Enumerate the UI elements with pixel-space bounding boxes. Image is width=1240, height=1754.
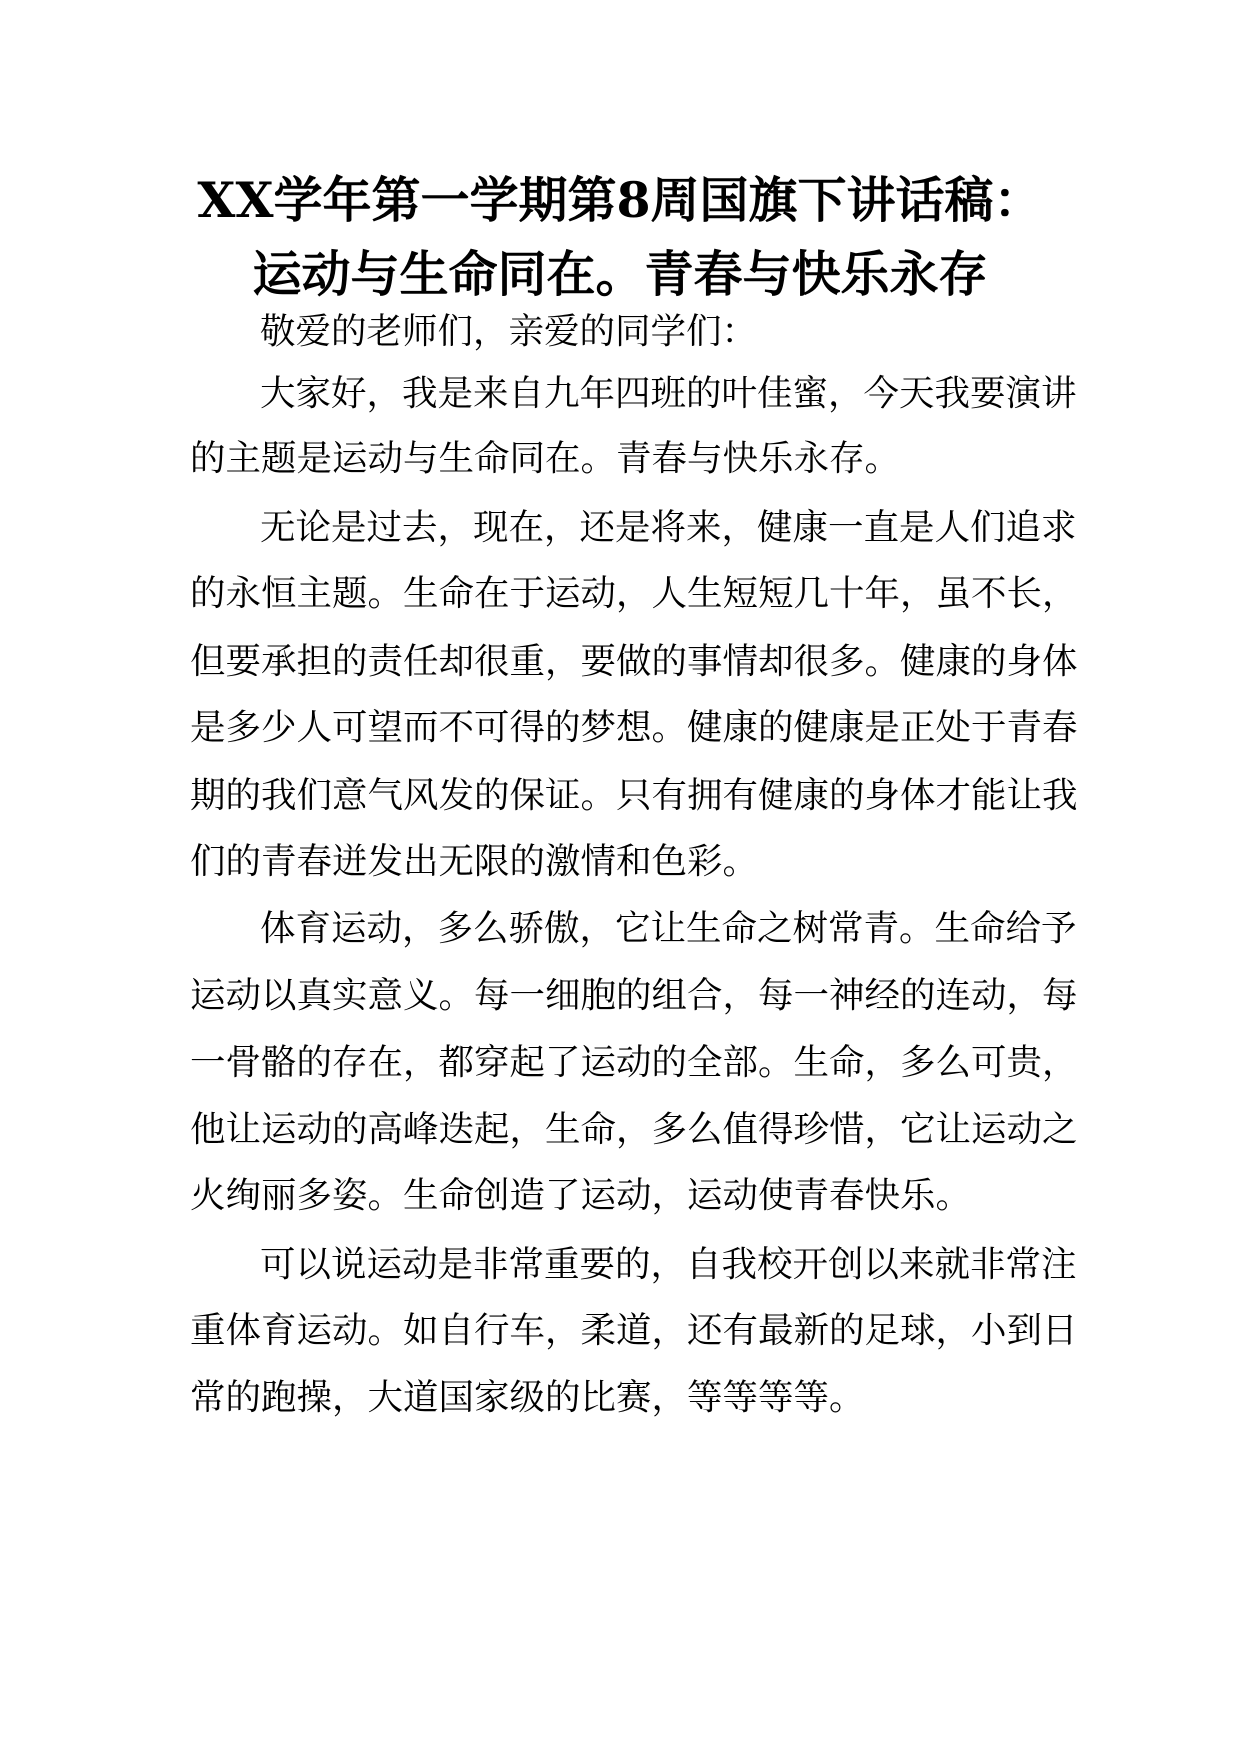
salutation: 敬爱的老师们，亲爱的同学们： (260, 311, 758, 352)
paragraph-2-line-2: 的永恒主题。生命在于运动，人生短短几十年，虽不长， (190, 573, 1078, 614)
paragraph-2-line-5: 期的我们意气风发的保证。只有拥有健康的身体才能让我 (190, 775, 1078, 816)
paragraph-4-line-1: 可以说运动是非常重要的，自我校开创以来就非常注 (260, 1244, 1077, 1285)
paragraph-2-line-4: 是多少人可望而不可得的梦想。健康的健康是正处于青春 (190, 707, 1078, 748)
document-title-line-2: 运动与生命同在。青春与快乐永存 (252, 245, 988, 303)
paragraph-3-line-2: 运动以真实意义。每一细胞的组合，每一神经的连动，每 (190, 975, 1078, 1016)
paragraph-2-line-3: 但要承担的责任却很重，要做的事情却很多。健康的身体 (190, 641, 1078, 682)
paragraph-2-line-1: 无论是过去，现在，还是将来，健康一直是人们追求 (260, 507, 1077, 548)
paragraph-3-line-3: 一骨骼的存在，都穿起了运动的全部。生命，多么可贵， (190, 1042, 1078, 1083)
paragraph-1-line-1: 大家好，我是来自九年四班的叶佳蜜，今天我要演讲 (260, 373, 1077, 414)
paragraph-1-line-2: 的主题是运动与生命同在。青春与快乐永存。 (190, 438, 901, 479)
paragraph-3-line-5: 火绚丽多姿。生命创造了运动，运动使青春快乐。 (190, 1175, 972, 1216)
paragraph-3-line-1: 体育运动，多么骄傲，它让生命之树常青。生命给予 (260, 908, 1077, 949)
paragraph-2-line-6: 们的青春迸发出无限的激情和色彩。 (190, 841, 759, 882)
document-title-line-1: XX学年第一学期第8周国旗下讲话稿： (197, 171, 1043, 229)
paragraph-3-line-4: 他让运动的高峰迭起，生命，多么值得珍惜，它让运动之 (190, 1109, 1078, 1150)
paragraph-4-line-3: 常的跑操，大道国家级的比赛，等等等等。 (190, 1377, 865, 1418)
paragraph-4-line-2: 重体育运动。如自行车，柔道，还有最新的足球，小到日 (190, 1310, 1078, 1351)
